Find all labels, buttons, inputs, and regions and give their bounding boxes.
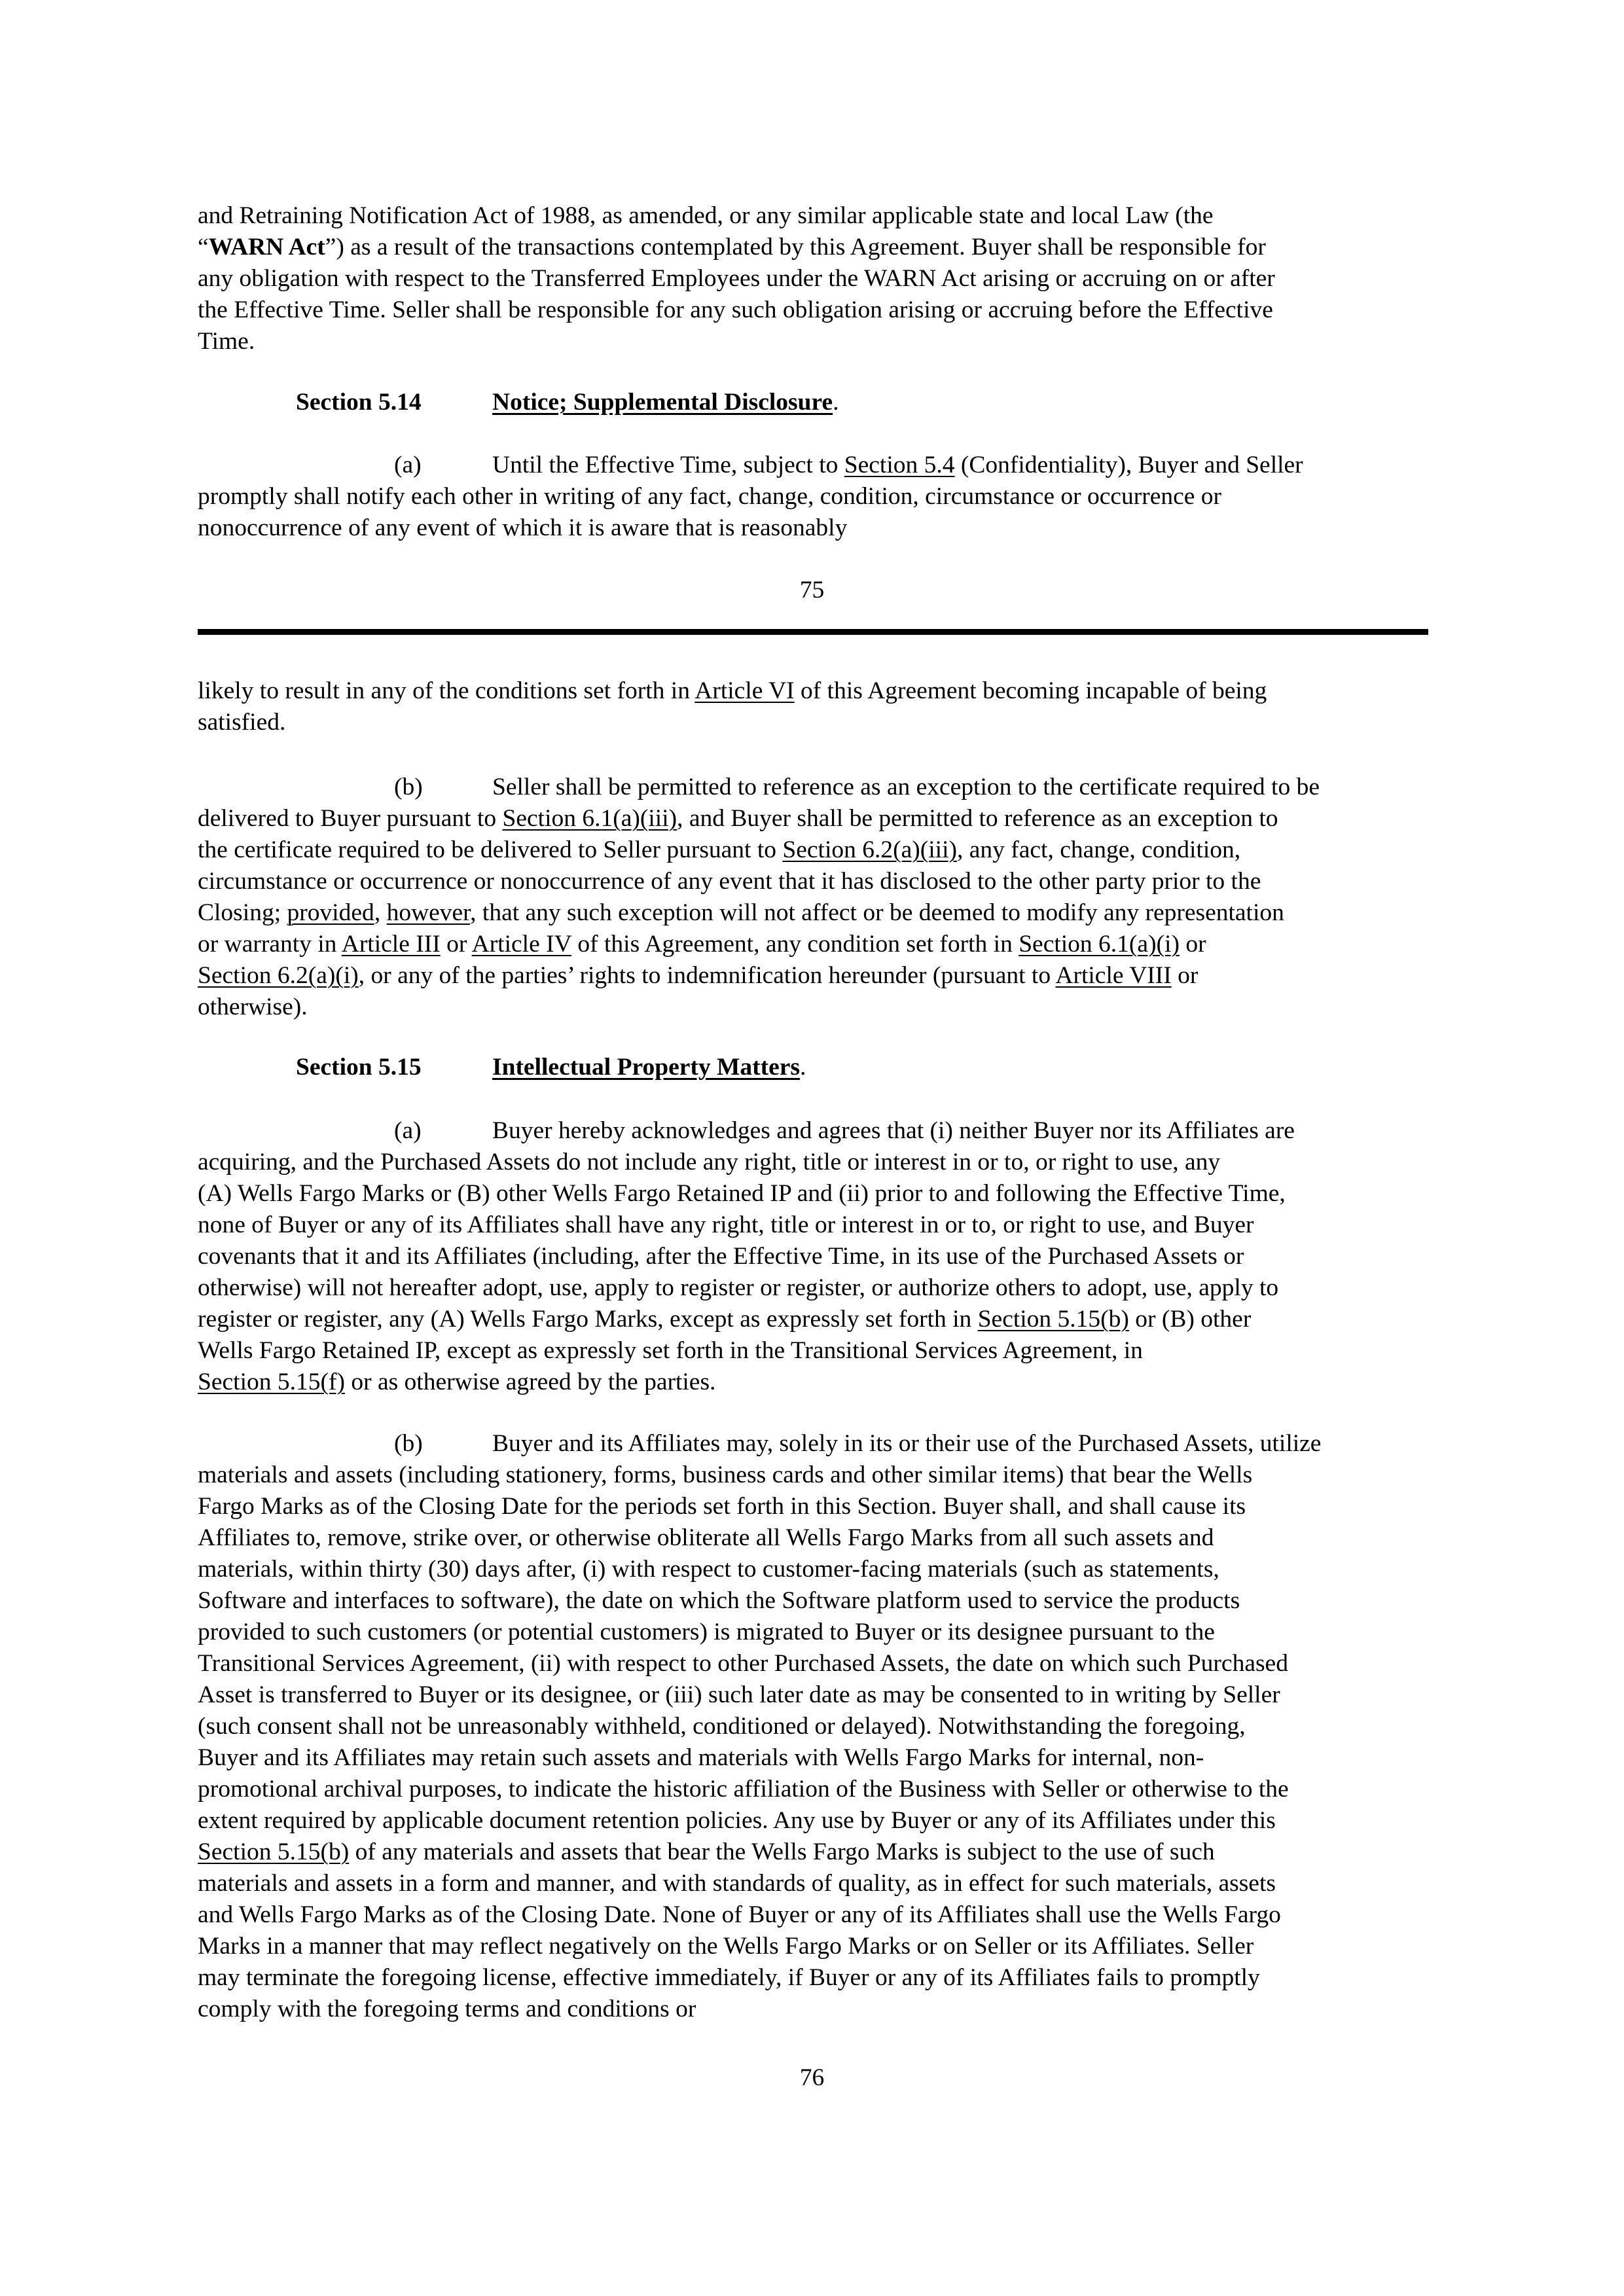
quote-open: “ (198, 234, 209, 260)
text-run: , any fact, change, condition, (956, 836, 1241, 863)
text-line (198, 1115, 1428, 1147)
paragraph-5-15-a (198, 1115, 1428, 1398)
cross-reference-link[interactable]: Section 6.1(a)(iii) (502, 805, 677, 832)
emphasis-however: however (386, 899, 471, 926)
continued-paragraph-5-14-a (198, 675, 1428, 738)
text-run: of any materials and assets that bear the Wells Fargo Marks is subject to the use of such (349, 1839, 1215, 1865)
text-line (198, 675, 1428, 707)
text-line: Time. (198, 328, 255, 355)
cross-reference-link[interactable]: Section 5.15(f) (198, 1369, 345, 1395)
text-line (198, 1428, 1428, 1460)
text-line (198, 1367, 1428, 1398)
cross-reference-link[interactable]: Article III (341, 931, 441, 958)
text-line: Fargo Marks as of the Closing Date for the periods set forth in this Section. Buyer shall, and shall cause its (198, 1493, 1246, 1520)
text-run: or (440, 931, 472, 958)
text-run: , that any such exception will not affect or be deemed to modify any representation (470, 899, 1284, 926)
section-title-period: . (799, 1054, 806, 1081)
cross-reference-link[interactable]: Section 5.4 (844, 452, 955, 478)
page-number: 75 (799, 577, 825, 603)
text-line: the Effective Time. Seller shall be responsible for any such obligation arising or accruing before the Effective (198, 296, 1273, 323)
continued-paragraph-warn-act (198, 200, 1428, 357)
cross-reference-link[interactable]: Article VI (695, 677, 795, 704)
text-run: register or register, any (A) Wells Fargo Marks, except as expressly set forth in (198, 1306, 978, 1333)
subsection-label: (b) (394, 1430, 423, 1457)
text-run: , or any of the parties’ rights to indemnification hereunder (pursuant to (358, 962, 1056, 989)
subsection-label: (a) (394, 452, 422, 478)
text-line: Transitional Services Agreement, (ii) with respect to other Purchased Assets, the date on which such Purchased (198, 1650, 1288, 1677)
cross-reference-link[interactable]: Section 6.1(a)(i) (1019, 931, 1180, 958)
text-line (198, 772, 1428, 803)
text-line: covenants that it and its Affiliates (including, after the Effective Time, in its use of the Purchased Assets or (198, 1243, 1244, 1270)
section-title: Notice; Supplemental Disclosure (492, 389, 833, 416)
text-line: comply with the foregoing terms and conditions or (198, 1996, 696, 2022)
text-line: (such consent shall not be unreasonably withheld, conditioned or delayed). Notwithstanding the foregoing, (198, 1713, 1246, 1740)
section-number: Section 5.15 (296, 1054, 422, 1081)
text-line: and Wells Fargo Marks as of the Closing Date. None of Buyer or any of its Affiliates shall use the Wells Fargo (198, 1901, 1281, 1928)
paragraph-5-15-b (198, 1428, 1428, 2025)
section-title: Intellectual Property Matters (492, 1054, 800, 1081)
text-line: Asset is transferred to Buyer or its designee, or (iii) such later date as may be consented to in writing by Seller (198, 1681, 1280, 1708)
text-line: Buyer and its Affiliates may retain such assets and materials with Wells Fargo Marks for internal, non- (198, 1744, 1204, 1771)
text-run: , (374, 899, 387, 926)
cross-reference-link[interactable]: Section 5.15(b) (198, 1839, 350, 1865)
text-run: of this Agreement, any condition set forth in (571, 931, 1019, 958)
text-run: the certificate required to be delivered to Seller pursuant to (198, 836, 783, 863)
text-run: Buyer hereby acknowledges and agrees that (i) neither Buyer nor its Affiliates are (492, 1117, 1295, 1144)
text-run: , and Buyer shall be permitted to reference as an exception to (677, 805, 1278, 832)
text-line: any obligation with respect to the Transferred Employees under the WARN Act arising or accruing on or after (198, 265, 1275, 292)
text-line: provided to such customers (or potential customers) is migrated to Buyer or its designee pursuant to the (198, 1619, 1215, 1645)
cross-reference-link[interactable]: Article IV (471, 931, 571, 958)
text-line: none of Buyer or any of its Affiliates shall have any right, title or interest in or to, or right to use, and Buyer (198, 1211, 1254, 1238)
text-line: Software and interfaces to software), the date on which the Software platform used to service the products (198, 1587, 1240, 1614)
text-line: promotional archival purposes, to indicate the historic affiliation of the Business with Seller or otherwise to the (198, 1776, 1289, 1803)
subsection-label: (a) (394, 1117, 422, 1144)
text-run: (Confidentiality), Buyer and Seller (954, 452, 1303, 478)
text-run: or as otherwise agreed by the parties. (344, 1369, 716, 1395)
text-line: and Retraining Notification Act of 1988, as amended, or any similar applicable state and local Law (the (198, 202, 1214, 229)
text-line (198, 834, 1428, 866)
text-run: or (B) other (1128, 1306, 1252, 1333)
text-run: likely to result in any of the conditions set forth in (198, 677, 695, 704)
text-line (198, 450, 1428, 481)
text-line: (A) Wells Fargo Marks or (B) other Wells Fargo Retained IP and (ii) prior to and following the Effective Time, (198, 1180, 1286, 1207)
text-line: Marks in a manner that may reflect negatively on the Wells Fargo Marks or on Seller or its Affiliates. Seller (198, 1933, 1254, 1960)
emphasis-provided: provided (287, 899, 374, 926)
text-line (198, 960, 1428, 992)
text-line: extent required by applicable document retention policies. Any use by Buyer or any of its Affiliates under this (198, 1807, 1276, 1834)
text-line (198, 929, 1428, 960)
text-line: Affiliates to, remove, strike over, or otherwise obliterate all Wells Fargo Marks from all such assets and (198, 1524, 1214, 1551)
text-line: may terminate the foregoing license, effective immediately, if Buyer or any of its Affiliates fails to promptly (198, 1964, 1260, 1991)
text-line (198, 803, 1428, 834)
text-run: or (1179, 931, 1206, 958)
text-line (198, 232, 1428, 263)
cross-reference-link[interactable]: Section 6.2(a)(iii) (782, 836, 957, 863)
text-line (198, 1837, 1428, 1868)
section-heading-5-14 (296, 387, 839, 418)
text-line: circumstance or occurrence or nonoccurrence of any event that it has disclosed to the other party prior to the (198, 868, 1261, 895)
text-run: Buyer and its Affiliates may, solely in its or their use of the Purchased Assets, utilize (492, 1430, 1322, 1457)
cross-reference-link[interactable]: Article VIII (1055, 962, 1172, 989)
paragraph-5-14-a (198, 450, 1428, 544)
text-run: ”) as a result of the transactions contemplated by this Agreement. Buyer shall be responsible for (325, 234, 1266, 260)
section-title-period: . (833, 389, 839, 416)
text-run: Closing; (198, 899, 287, 926)
page-number: 76 (799, 2064, 825, 2091)
text-line: materials and assets (including stationery, forms, business cards and other similar items) that bear the Wells (198, 1462, 1253, 1488)
defined-term-warn-act: WARN Act (208, 234, 325, 260)
text-line: nonoccurrence of any event of which it is aware that is reasonably (198, 514, 848, 541)
text-line: otherwise) will not hereafter adopt, use, apply to register or register, or authorize others to adopt, use, apply to (198, 1274, 1279, 1301)
text-line: acquiring, and the Purchased Assets do not include any right, title or interest in or to, or right to use, any (198, 1149, 1221, 1175)
text-line (198, 1304, 1428, 1335)
text-run: or (1171, 962, 1199, 989)
text-run: or warranty in (198, 931, 342, 958)
text-line: Wells Fargo Retained IP, except as expressly set forth in the Transitional Services Agreement, in (198, 1337, 1143, 1364)
text-line: promptly shall notify each other in writing of any fact, change, condition, circumstance or occurrence or (198, 483, 1222, 510)
section-number: Section 5.14 (296, 389, 422, 416)
cross-reference-link[interactable]: Section 6.2(a)(i) (198, 962, 359, 989)
text-line: materials, within thirty (30) days after, (i) with respect to customer-facing materials (such as statements, (198, 1556, 1219, 1583)
text-run: Until the Effective Time, subject to (492, 452, 844, 478)
text-line: otherwise). (198, 994, 308, 1020)
subsection-label: (b) (394, 774, 423, 800)
page-break-divider (198, 629, 1428, 635)
text-line (198, 897, 1428, 929)
cross-reference-link[interactable]: Section 5.15(b) (977, 1306, 1129, 1333)
text-line: materials and assets in a form and manner, and with standards of quality, as in effect for such materials, assets (198, 1870, 1276, 1897)
text-run: delivered to Buyer pursuant to (198, 805, 503, 832)
paragraph-5-14-b (198, 772, 1428, 1023)
text-run: Seller shall be permitted to reference as an exception to the certificate required to be (492, 774, 1320, 800)
text-line: satisfied. (198, 709, 286, 736)
text-run: of this Agreement becoming incapable of being (794, 677, 1267, 704)
section-heading-5-15 (296, 1052, 806, 1083)
